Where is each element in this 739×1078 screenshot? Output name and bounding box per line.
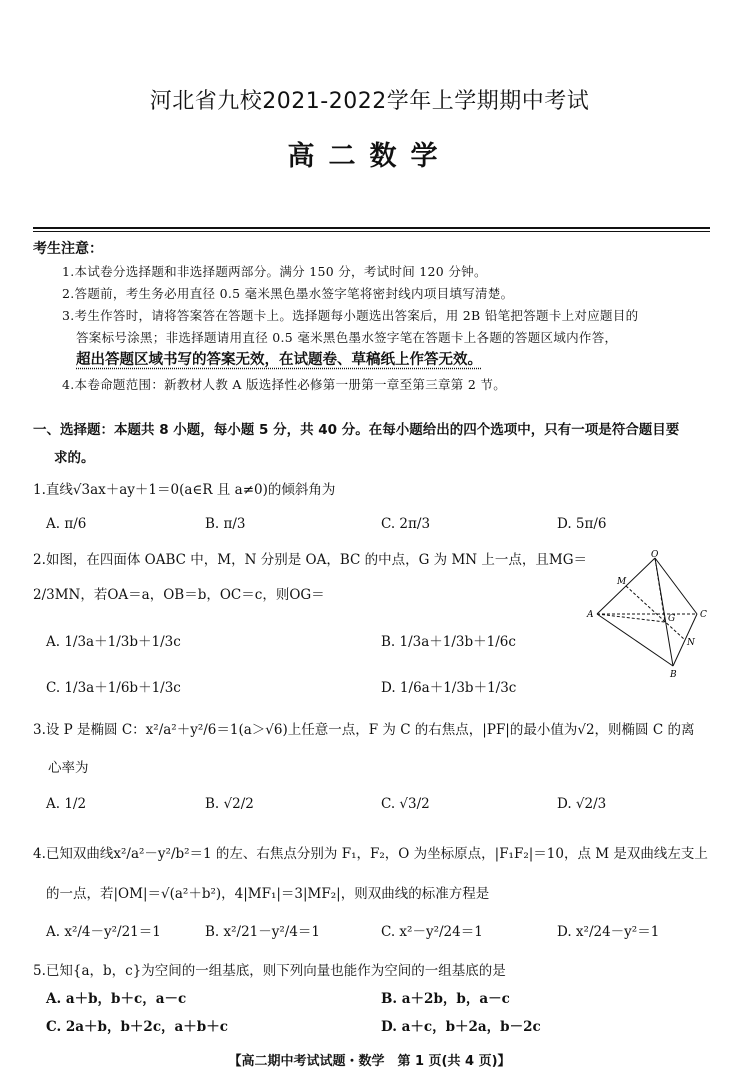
notice-item: 1.本试卷分选择题和非选择题两部分。满分 150 分，考试时间 120 分钟。 [62,264,487,279]
question-1-stem: 1.直线√3ax＋ay＋1＝0(a∈R 且 a≠0)的倾斜角为 [33,482,336,498]
exam-title: 河北省九校2021-2022学年上学期期中考试 [149,89,590,114]
question-2-stem-cont: 2/3MN，若OA＝a，OB＝b，OC＝c，则OG＝ [33,587,325,603]
exam-subject: 高二数学 [287,141,452,172]
figure-label-g: G [668,614,676,624]
q3-option-a: A. 1/2 [46,796,87,812]
q3-option-d: D. √2/3 [557,796,607,812]
q2-option-d: D. 1/6a＋1/3b＋1/3c [381,680,517,696]
q4-option-d: D. x²/24－y²＝1 [557,924,660,940]
notice-item: 3.考生作答时，请将答案答在答题卡上。选择题每小题选出答案后，用 2B 铅笔把答题卡上对应题目的 [62,308,639,323]
q5-option-a: A. a＋b，b＋c，a－c [46,991,187,1007]
q4-option-a: A. x²/4－y²/21＝1 [46,924,161,940]
q1-option-d: D. 5π/6 [557,516,607,532]
question-4-stem: 4.已知双曲线x²/a²－y²/b²＝1 的左、右焦点分别为 F₁，F₂，O 为坐标原点，|F₁F₂|＝10，点 M 是双曲线左支上 [33,846,708,862]
q5-option-b: B. a＋2b，b，a－c [381,991,510,1007]
q3-option-c: C. √3/2 [381,796,430,812]
section-heading: 一、选择题：本题共 8 小题，每小题 5 分，共 40 分。在每小题给出的四个选项中，只有一项是符合题目要 [33,422,680,438]
question-3-stem: 3.设 P 是椭圆 C：x²/a²＋y²/6＝1(a＞√6)上任意一点，F 为 C 的右焦点，|PF|的最小值为√2，则椭圆 C 的离 [33,722,695,738]
q2-option-a: A. 1/3a＋1/3b＋1/3c [46,634,181,650]
figure-label-b: B [670,670,677,680]
figure-label-m: M [617,577,627,587]
notice-heading: 考生注意： [33,241,103,257]
q3-option-b: B. √2/2 [205,796,254,812]
notice-item: 答案标号涂黑；非选择题请用直径 0.5 毫米黑色墨水签字笔在答题卡上各题的答题区域内作答， [76,330,618,345]
figure-label-a: A [587,610,594,620]
q1-option-a: A. π/6 [46,516,87,532]
q4-option-b: B. x²/21－y²/4＝1 [205,924,321,940]
figure-label-c: C [700,610,707,620]
section-heading-cont: 求的。 [54,450,95,466]
notice-item: 4.本卷命题范围：新教材人教 A 版选择性必修第一册第一章至第三章第 2 节。 [62,377,507,392]
question-3-stem-cont: 心率为 [48,760,89,776]
q4-option-c: C. x²－y²/24＝1 [381,924,483,940]
q5-option-d: D. a＋c，b＋2a，b－2c [381,1019,541,1035]
figure-label-n: N [687,638,695,648]
figure-label-o: O [651,550,659,560]
header-rule-thin [33,231,710,232]
tetrahedron-figure [585,548,710,680]
question-4-stem-cont: 的一点，若|OM|＝√(a²＋b²)，4|MF₁|＝3|MF₂|，则双曲线的标准方程是 [46,886,490,902]
page-footer: 【高二期中考试试题・数学 第 1 页(共 4 页)】 [228,1054,511,1069]
header-rule [33,227,710,229]
q2-option-b: B. 1/3a＋1/3b＋1/6c [381,634,516,650]
question-5-stem: 5.已知{a，b，c}为空间的一组基底，则下列向量也能作为空间的一组基底的是 [33,963,506,979]
notice-item-emphasis: 超出答题区域书写的答案无效，在试题卷、草稿纸上作答无效。 [76,352,482,368]
q1-option-b: B. π/3 [205,516,246,532]
q1-option-c: C. 2π/3 [381,516,431,532]
notice-item: 2.答题前，考生务必用直径 0.5 毫米黑色墨水签字笔将密封线内项目填写清楚。 [62,286,514,301]
q2-option-c: C. 1/3a＋1/6b＋1/3c [46,680,181,696]
question-2-stem: 2.如图，在四面体 OABC 中，M，N 分别是 OA，BC 的中点，G 为 MN 上一点，且MG＝ [33,552,588,568]
q5-option-c: C. 2a＋b，b＋2c，a＋b＋c [46,1019,228,1035]
